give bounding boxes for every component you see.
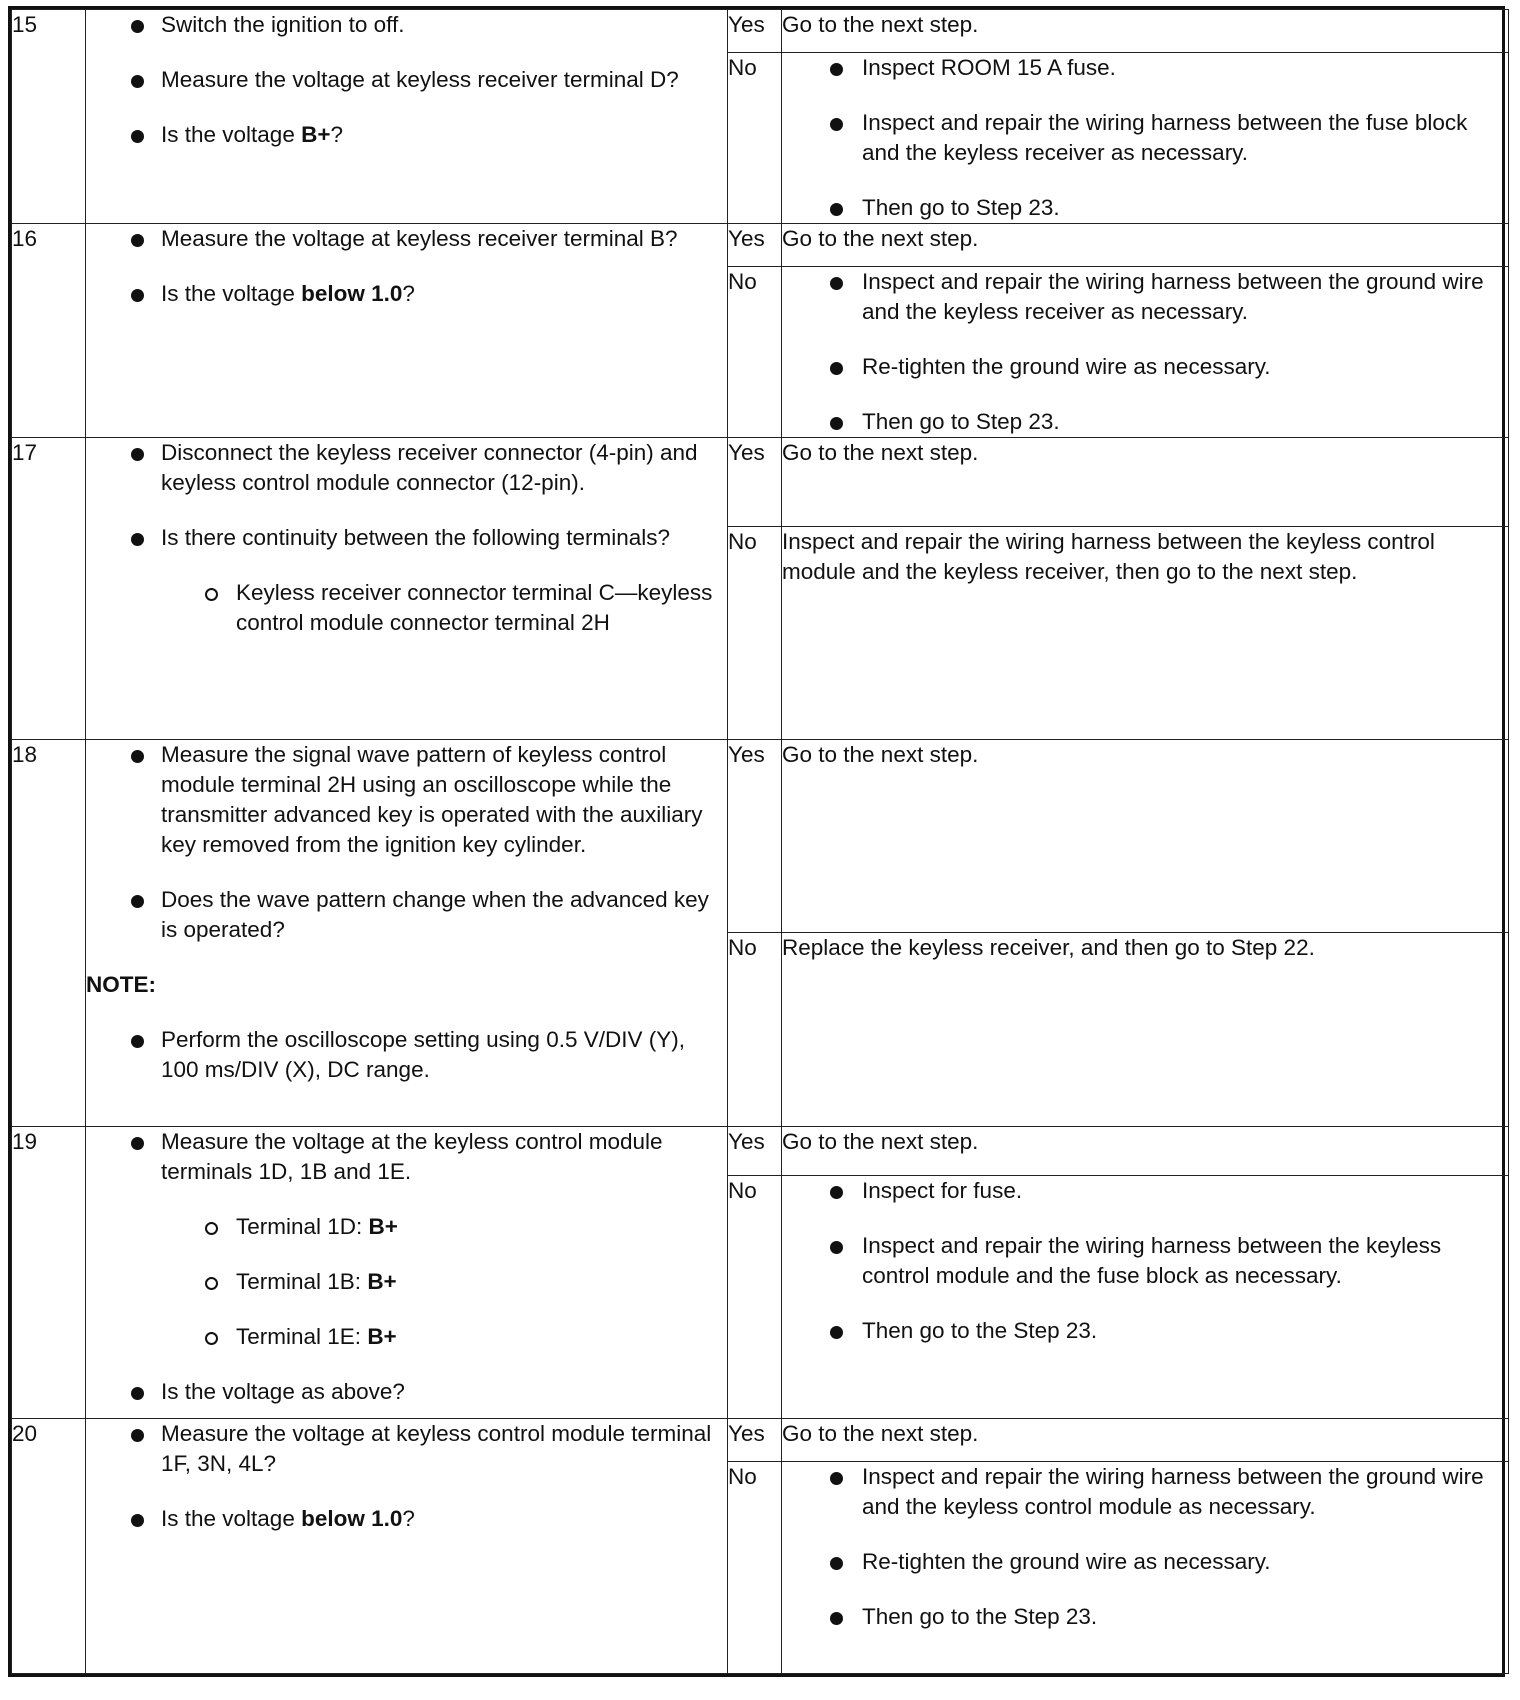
bullet-icon	[131, 289, 144, 302]
bullet-icon	[830, 277, 843, 290]
no-label: No	[728, 933, 782, 1127]
bullet-icon	[830, 1326, 843, 1339]
list-item: Re-tighten the ground wire as necessary.	[782, 1547, 1508, 1577]
list-item: Measure the voltage at keyless control module terminal 1F, 3N, 4L?	[86, 1419, 727, 1479]
sub-list-item: Terminal 1D: B+	[161, 1212, 727, 1242]
table-row	[12, 1127, 1509, 1176]
step-number: 18	[12, 740, 86, 1127]
yes-result: Go to the next step.	[782, 1419, 1509, 1462]
bullet-icon	[131, 20, 144, 33]
list-item: Inspect and repair the wiring harness between the fuse block and the keyless receiver as necessary.	[782, 108, 1508, 168]
hollow-bullet-icon	[205, 1222, 218, 1235]
table-row	[12, 1419, 1509, 1462]
bullet-icon	[830, 1472, 843, 1485]
sub-list-item: Terminal 1B: B+	[161, 1267, 727, 1297]
no-label: No	[728, 1176, 782, 1419]
bullet-icon	[131, 1429, 144, 1442]
list-item: Inspect for fuse.	[782, 1176, 1508, 1206]
list-item: Measure the voltage at keyless receiver terminal B?	[86, 224, 727, 254]
bullet-icon	[830, 1612, 843, 1625]
list-item: Measure the signal wave pattern of keyless control module terminal 2H using an oscilloscope while the transmitter advanced key is operated with the auxiliary key removed from the ignition key cylinder.	[86, 740, 727, 860]
step-action-cell	[86, 740, 728, 1127]
table-row	[12, 438, 1509, 527]
yes-result: Go to the next step.	[782, 10, 1509, 53]
bullet-icon	[131, 1035, 144, 1048]
yes-label: Yes	[728, 740, 782, 933]
sub-list-item: Terminal 1E: B+	[161, 1322, 727, 1352]
no-label: No	[728, 267, 782, 438]
list-item: Inspect ROOM 15 A fuse.	[782, 53, 1508, 83]
bullet-icon	[131, 1387, 144, 1400]
yes-label: Yes	[728, 224, 782, 267]
no-result	[782, 1176, 1509, 1419]
yes-label: Yes	[728, 438, 782, 527]
step-action-cell	[86, 10, 728, 224]
bullet-icon	[131, 533, 144, 546]
bullet-icon	[830, 118, 843, 131]
bullet-icon	[830, 417, 843, 430]
yes-result: Go to the next step.	[782, 1127, 1509, 1176]
bullet-icon	[830, 1557, 843, 1570]
list-item: Inspect and repair the wiring harness between the ground wire and the keyless control module as necessary.	[782, 1462, 1508, 1522]
list-item: Then go to Step 23.	[782, 407, 1508, 437]
list-item: Perform the oscilloscope setting using 0.5 V/DIV (Y), 100 ms/DIV (X), DC range.	[86, 1025, 727, 1085]
hollow-bullet-icon	[205, 1277, 218, 1290]
step-action-cell	[86, 438, 728, 740]
hollow-bullet-icon	[205, 588, 218, 601]
list-item: Is the voltage below 1.0?	[86, 1504, 727, 1534]
bullet-icon	[131, 75, 144, 88]
bullet-icon	[131, 895, 144, 908]
list-item: Then go to Step 23.	[782, 193, 1508, 223]
list-item: Disconnect the keyless receiver connector (4-pin) and keyless control module connector (12-pin).	[86, 438, 727, 498]
no-label: No	[728, 53, 782, 224]
note-label: NOTE:	[86, 972, 156, 997]
step-number: 20	[12, 1419, 86, 1674]
no-result	[782, 1462, 1509, 1674]
bullet-icon	[830, 63, 843, 76]
bullet-icon	[131, 130, 144, 143]
list-item: Then go to the Step 23.	[782, 1316, 1508, 1346]
step-number: 15	[12, 10, 86, 224]
no-result	[782, 53, 1509, 224]
bullet-icon	[830, 1241, 843, 1254]
step-action-cell	[86, 1127, 728, 1419]
step-number: 16	[12, 224, 86, 438]
step-number: 19	[12, 1127, 86, 1419]
no-result: Replace the keyless receiver, and then go to Step 22.	[782, 933, 1509, 1127]
list-item: Switch the ignition to off.	[86, 10, 727, 40]
yes-label: Yes	[728, 1127, 782, 1176]
sub-list-item: Keyless receiver connector terminal C—keyless control module connector terminal 2H	[161, 578, 727, 638]
yes-label: Yes	[728, 1419, 782, 1462]
step-action-cell	[86, 1419, 728, 1674]
list-item: Does the wave pattern change when the advanced key is operated?	[86, 885, 727, 945]
list-item: Inspect and repair the wiring harness between the ground wire and the keyless receiver as necessary.	[782, 267, 1508, 327]
bullet-icon	[131, 1137, 144, 1150]
table-row	[12, 224, 1509, 267]
bullet-icon	[830, 203, 843, 216]
bullet-icon	[830, 362, 843, 375]
list-item: Is the voltage as above?	[86, 1377, 727, 1407]
yes-result: Go to the next step.	[782, 224, 1509, 267]
list-item: Inspect and repair the wiring harness between the keyless control module and the fuse block as necessary.	[782, 1231, 1508, 1291]
bullet-icon	[131, 750, 144, 763]
yes-label: Yes	[728, 10, 782, 53]
list-item: Is the voltage below 1.0?	[86, 279, 727, 309]
list-item: Then go to the Step 23.	[782, 1602, 1508, 1632]
bullet-icon	[131, 448, 144, 461]
diagnostic-procedure-sheet	[8, 6, 1505, 1677]
step-action-cell	[86, 224, 728, 438]
no-result: Inspect and repair the wiring harness between the keyless control module and the keyless receiver, then go to the next step.	[782, 527, 1509, 740]
no-label: No	[728, 527, 782, 740]
list-item: Is the voltage B+?	[86, 120, 727, 150]
list-item: Measure the voltage at keyless receiver terminal D?	[86, 65, 727, 95]
list-item: Measure the voltage at the keyless control module terminals 1D, 1B and 1E. Terminal 1D: B+ Terminal 1B: B+ Terminal 1E: B+	[86, 1127, 727, 1352]
step-number: 17	[12, 438, 86, 740]
table-row	[12, 10, 1509, 53]
table-row	[12, 740, 1509, 933]
no-label: No	[728, 1462, 782, 1674]
list-item: Re-tighten the ground wire as necessary.	[782, 352, 1508, 382]
yes-result: Go to the next step.	[782, 438, 1509, 527]
list-item: Is there continuity between the following terminals? Keyless receiver connector terminal C—keyless control module connector terminal 2H	[86, 523, 727, 638]
yes-result: Go to the next step.	[782, 740, 1509, 933]
bullet-icon	[131, 1514, 144, 1527]
no-result	[782, 267, 1509, 438]
bullet-icon	[131, 234, 144, 247]
bullet-icon	[830, 1186, 843, 1199]
hollow-bullet-icon	[205, 1332, 218, 1345]
diagnostic-steps-table	[11, 9, 1509, 1674]
